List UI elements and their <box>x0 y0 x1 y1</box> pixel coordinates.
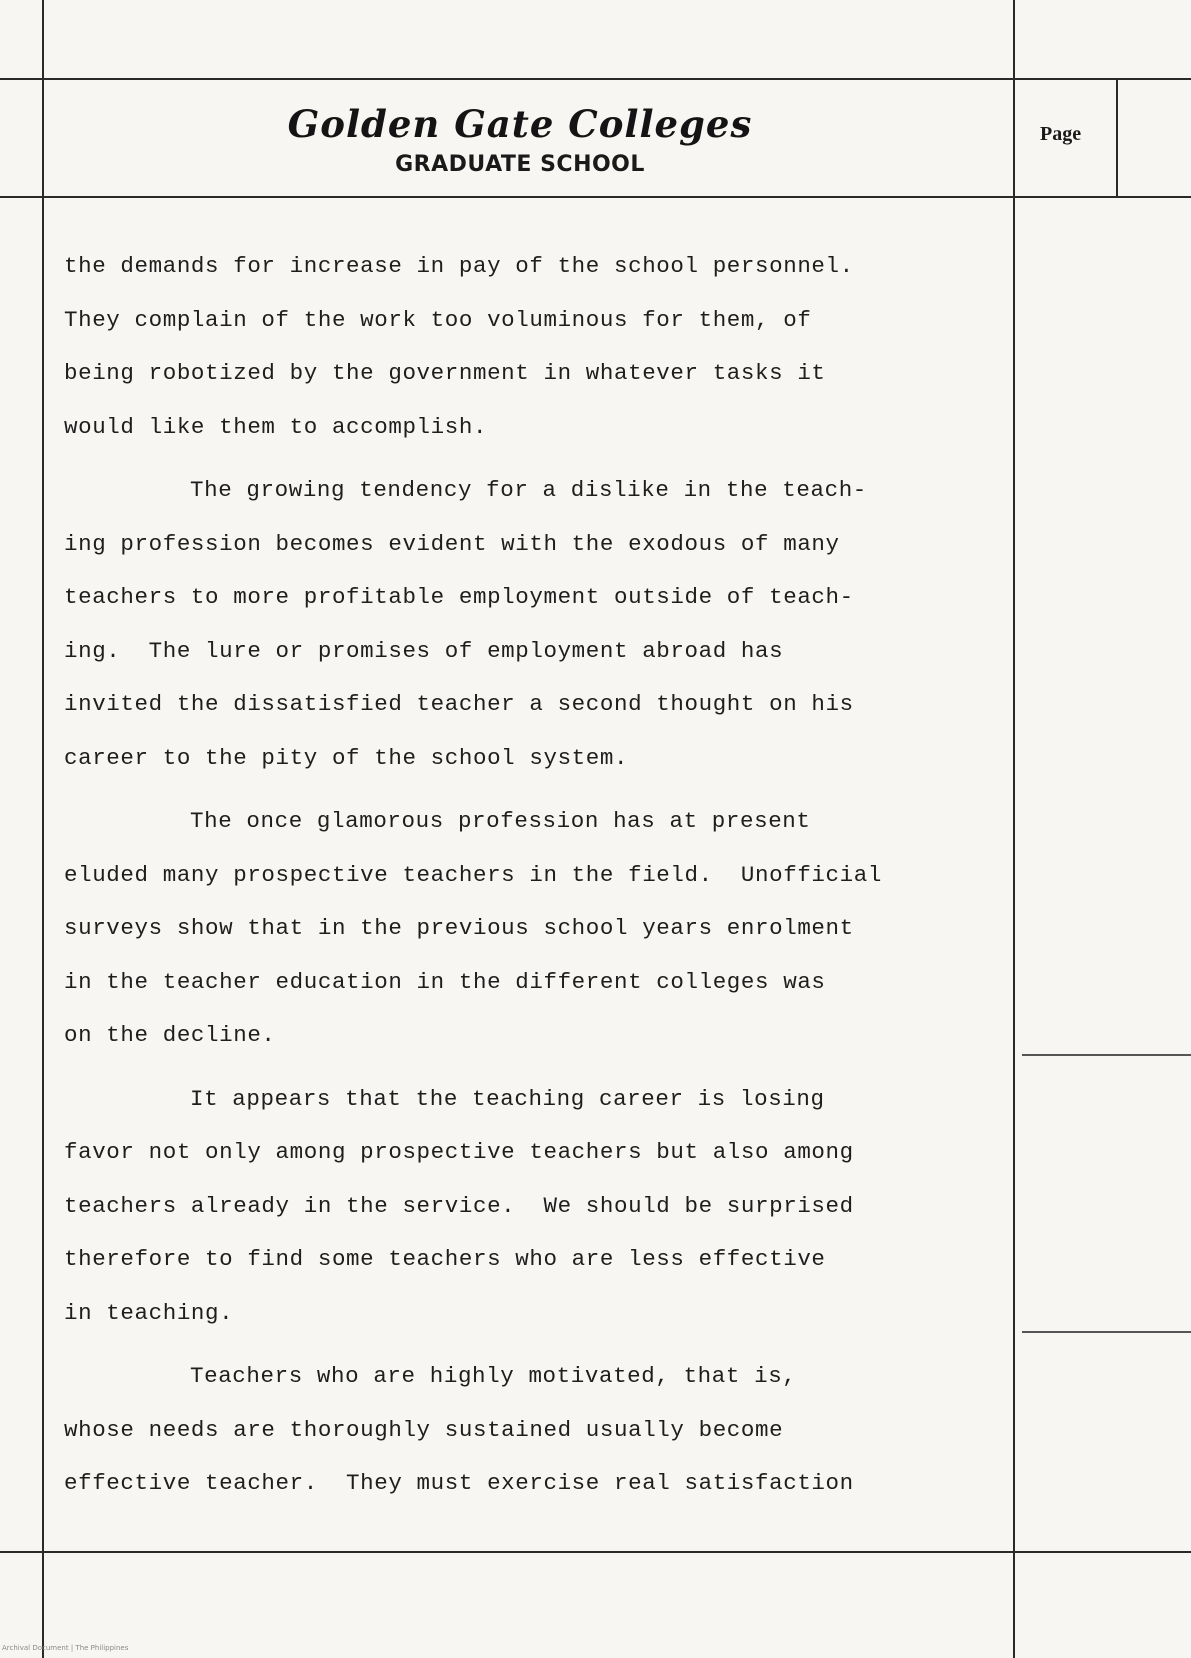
text-line: therefore to find some teachers who are less effective <box>64 1246 826 1272</box>
text-line: being robotized by the government in whatever tasks it <box>64 360 826 386</box>
text-line: on the decline. <box>64 1022 276 1048</box>
text-line: The growing tendency for a dislike in the teach- <box>190 477 867 503</box>
college-name: Golden Gate Colleges <box>287 102 753 146</box>
text-line: would like them to accomplish. <box>64 413 488 440</box>
text-line: invited the dissatisfied teacher a second thought on his <box>64 691 854 717</box>
text-line: favor not only among prospective teachers but also among <box>64 1139 854 1165</box>
text-line: Teachers who are highly motivated, that is, <box>190 1363 797 1389</box>
text-line: surveys show that in the previous school years enrolment <box>64 915 854 941</box>
text-line: ing profession becomes evident with the exodous of many <box>64 530 840 557</box>
text-line: whose needs are thoroughly sustained usually become <box>64 1416 784 1443</box>
document-body <box>64 240 1014 1511</box>
paragraph <box>64 464 1014 785</box>
text-line: career to the pity of the school system. <box>64 744 629 771</box>
archive-footer-note: Archival Document | The Philippines <box>2 1644 129 1652</box>
page-box-line <box>1116 80 1118 198</box>
text-line: They complain of the work too voluminous for them, of <box>64 306 812 333</box>
paragraph <box>64 1073 1014 1341</box>
margin-tick-line <box>1022 1331 1191 1333</box>
paragraph <box>64 795 1014 1063</box>
letterhead <box>240 102 800 177</box>
paragraph <box>64 240 1014 454</box>
paragraph <box>64 1350 1014 1511</box>
left-margin-line <box>42 0 44 1658</box>
text-line: ing. The lure or promises of employment abroad has <box>64 637 784 664</box>
text-line: The once glamorous profession has at present <box>190 808 811 834</box>
text-line: teachers to more profitable employment outside of teach- <box>64 584 854 610</box>
text-line: the demands for increase in pay of the school personnel. <box>64 253 854 279</box>
text-line: in teaching. <box>64 1299 234 1326</box>
text-line: eluded many prospective teachers in the field. Unofficial <box>64 861 882 888</box>
text-line: effective teacher. They must exercise real satisfaction <box>64 1470 854 1496</box>
margin-tick-line <box>1022 1054 1191 1056</box>
text-line: in the teacher education in the different colleges was <box>64 968 826 995</box>
text-line: teachers already in the service. We should be surprised <box>64 1192 854 1219</box>
text-line: It appears that the teaching career is losing <box>190 1085 825 1112</box>
page-label: Page <box>1040 123 1082 145</box>
school-name: GRADUATE SCHOOL <box>395 152 645 177</box>
